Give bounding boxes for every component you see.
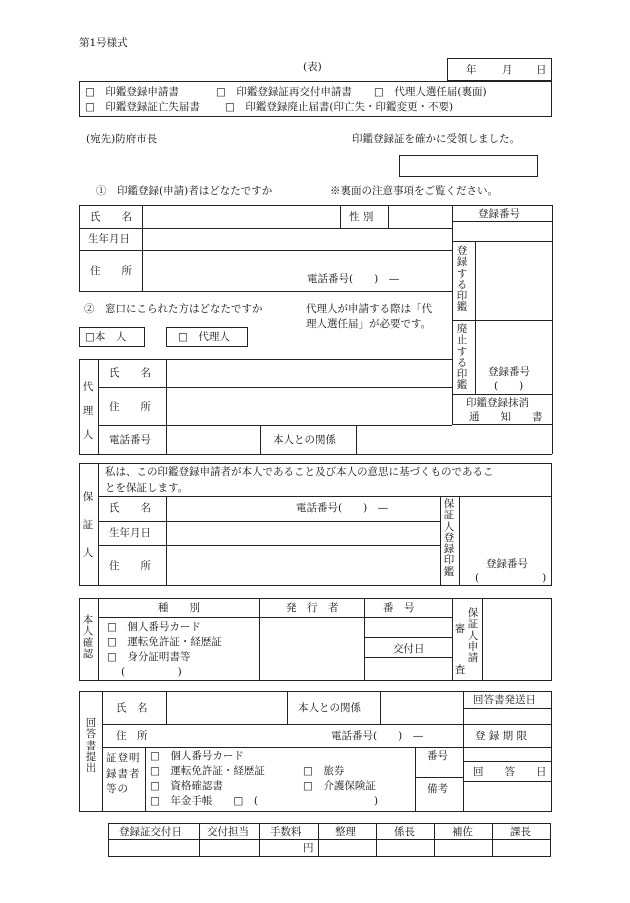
guarantor-address-label: 住 所: [109, 560, 151, 572]
agent-relation-label: 本人との関係: [273, 434, 336, 446]
form-number: 第1号様式: [79, 37, 128, 49]
guarantee-statement-2: とを保証します。: [105, 482, 189, 494]
agent-address-label: 住 所: [109, 401, 151, 413]
cancel-notice-line2: 通 知 書: [469, 411, 543, 423]
answer-date-label: 回 答 日: [473, 766, 547, 778]
registration-period-label: 登 録 期 限: [475, 730, 528, 742]
certificate-documents-label: 証登明録書者等の: [106, 752, 141, 795]
reply-other-close: ): [374, 795, 379, 807]
self-label: □本 人: [85, 331, 127, 343]
office-assistant: 補佐: [452, 826, 473, 838]
type-agent-appointment[interactable]: □ 代理人選任届(裏面): [374, 86, 487, 98]
abolished-regno-label: 登録番号: [488, 366, 530, 378]
guarantor-seal-label: 保証人登録印鑑: [443, 498, 455, 578]
reply-remarks-label: 備考: [427, 783, 448, 795]
agent-note-line2: 理人選任届」が必要です。: [306, 318, 432, 330]
office-fee: 手数料: [270, 826, 302, 838]
reply-sent-date-label: 回答書発送日: [473, 694, 536, 706]
guarantor-phone-label: 電話番号( ) —: [296, 502, 389, 514]
office-staff: 交付担当: [207, 826, 249, 838]
type-loss-report[interactable]: □ 印鑑登録証亡失届書: [85, 101, 200, 113]
reply-number-label: 番号: [427, 750, 448, 762]
identity-other-id[interactable]: □ 身分証明書等: [107, 651, 191, 663]
reply-drivers-license[interactable]: □ 運転免許証・経歴証: [150, 765, 265, 777]
applicant-address-label: 住 所: [90, 265, 132, 277]
identity-section-label: 本人確認: [82, 614, 94, 660]
cancel-notice-line1: 印鑑登録抹消: [466, 397, 529, 409]
applicant-sex-label: 性 別: [349, 211, 374, 223]
section1-title: ① 印鑑登録(申請)者はどなたですか: [96, 185, 273, 197]
identity-other-paren: ( ): [121, 666, 182, 678]
reply-relation-label: 本人との関係: [298, 702, 361, 714]
guarantor-request-label: 保証人申請: [467, 607, 479, 665]
reply-mynumber-card[interactable]: □ 個人番号カード: [150, 750, 244, 762]
identity-number-header: 番 号: [383, 602, 415, 614]
reviewer-label: 審査: [454, 623, 466, 676]
registered-seal-label: 登録する印鑑: [456, 245, 468, 314]
front-side-label: (表): [303, 61, 322, 73]
guarantor-regno-label: 登録番号: [486, 558, 528, 570]
guarantor-section-label: 保証人: [82, 491, 94, 559]
applicant-name-label: 氏 名: [90, 211, 132, 223]
office-chief: 係長: [394, 826, 415, 838]
guarantor-name-label: 氏 名: [109, 502, 151, 514]
agent-note-line1: 代理人が申請する際は「代: [306, 303, 432, 315]
applicant-regno-label: 登録番号: [478, 208, 520, 220]
reply-name-label: 氏 名: [116, 702, 148, 714]
applicant-phone-label: 電話番号( ) —: [307, 273, 400, 285]
agent-label: □ 代理人: [178, 331, 230, 343]
reply-passport[interactable]: □ 旅券: [303, 765, 345, 777]
applicant-birth-label: 生年月日: [88, 233, 130, 245]
guarantee-statement-1: 私は、この印鑑登録申請者が本人であること及び本人の意思に基づくものであるこ: [105, 466, 494, 478]
type-abolition-report[interactable]: □ 印鑑登録廃止届書(印亡失・印鑑変更・不要): [225, 101, 454, 113]
date-day: 日: [536, 64, 547, 76]
type-reissue-application[interactable]: □ 印鑑登録証再交付申請書: [216, 86, 352, 98]
agent-section-label: 代理人: [82, 381, 94, 441]
identity-kind-header: 種 別: [158, 602, 200, 614]
receipt-text: 印鑑登録証を確かに受領しました。: [352, 133, 520, 145]
guarantor-regno-paren: ( ): [475, 572, 547, 584]
agent-phone-label: 電話番号: [109, 434, 151, 446]
agent-name-label: 氏 名: [109, 367, 151, 379]
office-issue-date: 登録証交付日: [119, 826, 182, 838]
identity-issuer-header: 発 行 者: [286, 602, 339, 614]
date-year: 年: [466, 64, 477, 76]
office-processing: 整理: [335, 826, 356, 838]
office-manager: 課長: [510, 826, 531, 838]
identity-mynumber-card[interactable]: □ 個人番号カード: [107, 621, 201, 633]
reply-phone-label: 電話番号( ) —: [331, 730, 424, 742]
reply-care-insurance[interactable]: □ 介護保険証: [303, 780, 376, 792]
abolished-regno-paren: ( ): [494, 380, 524, 392]
reply-address-label: 住 所: [116, 730, 148, 742]
identity-issue-date-label: 交付日: [393, 643, 425, 655]
receipt-seal-box[interactable]: [399, 155, 538, 177]
reply-section-label: 回答書提出: [85, 717, 97, 775]
section2-title: ② 窓口にこられた方はどなたですか: [84, 303, 263, 315]
section1-note: ※裏面の注意事項をご覧ください。: [330, 185, 498, 197]
guarantor-birth-label: 生年月日: [109, 527, 151, 539]
office-fee-yen: 円: [303, 842, 314, 854]
abolished-seal-label: 廃止する印鑑: [456, 323, 468, 392]
addressee: (宛先)防府市長: [86, 133, 158, 145]
reply-pension-book[interactable]: □ 年金手帳 □ (: [150, 795, 258, 807]
type-seal-application[interactable]: □ 印鑑登録申請書: [85, 86, 179, 98]
identity-drivers-license[interactable]: □ 運転免許証・経歴証: [107, 636, 222, 648]
reply-qualification-cert[interactable]: □ 資格確認書: [150, 780, 223, 792]
date-month: 月: [502, 64, 513, 76]
